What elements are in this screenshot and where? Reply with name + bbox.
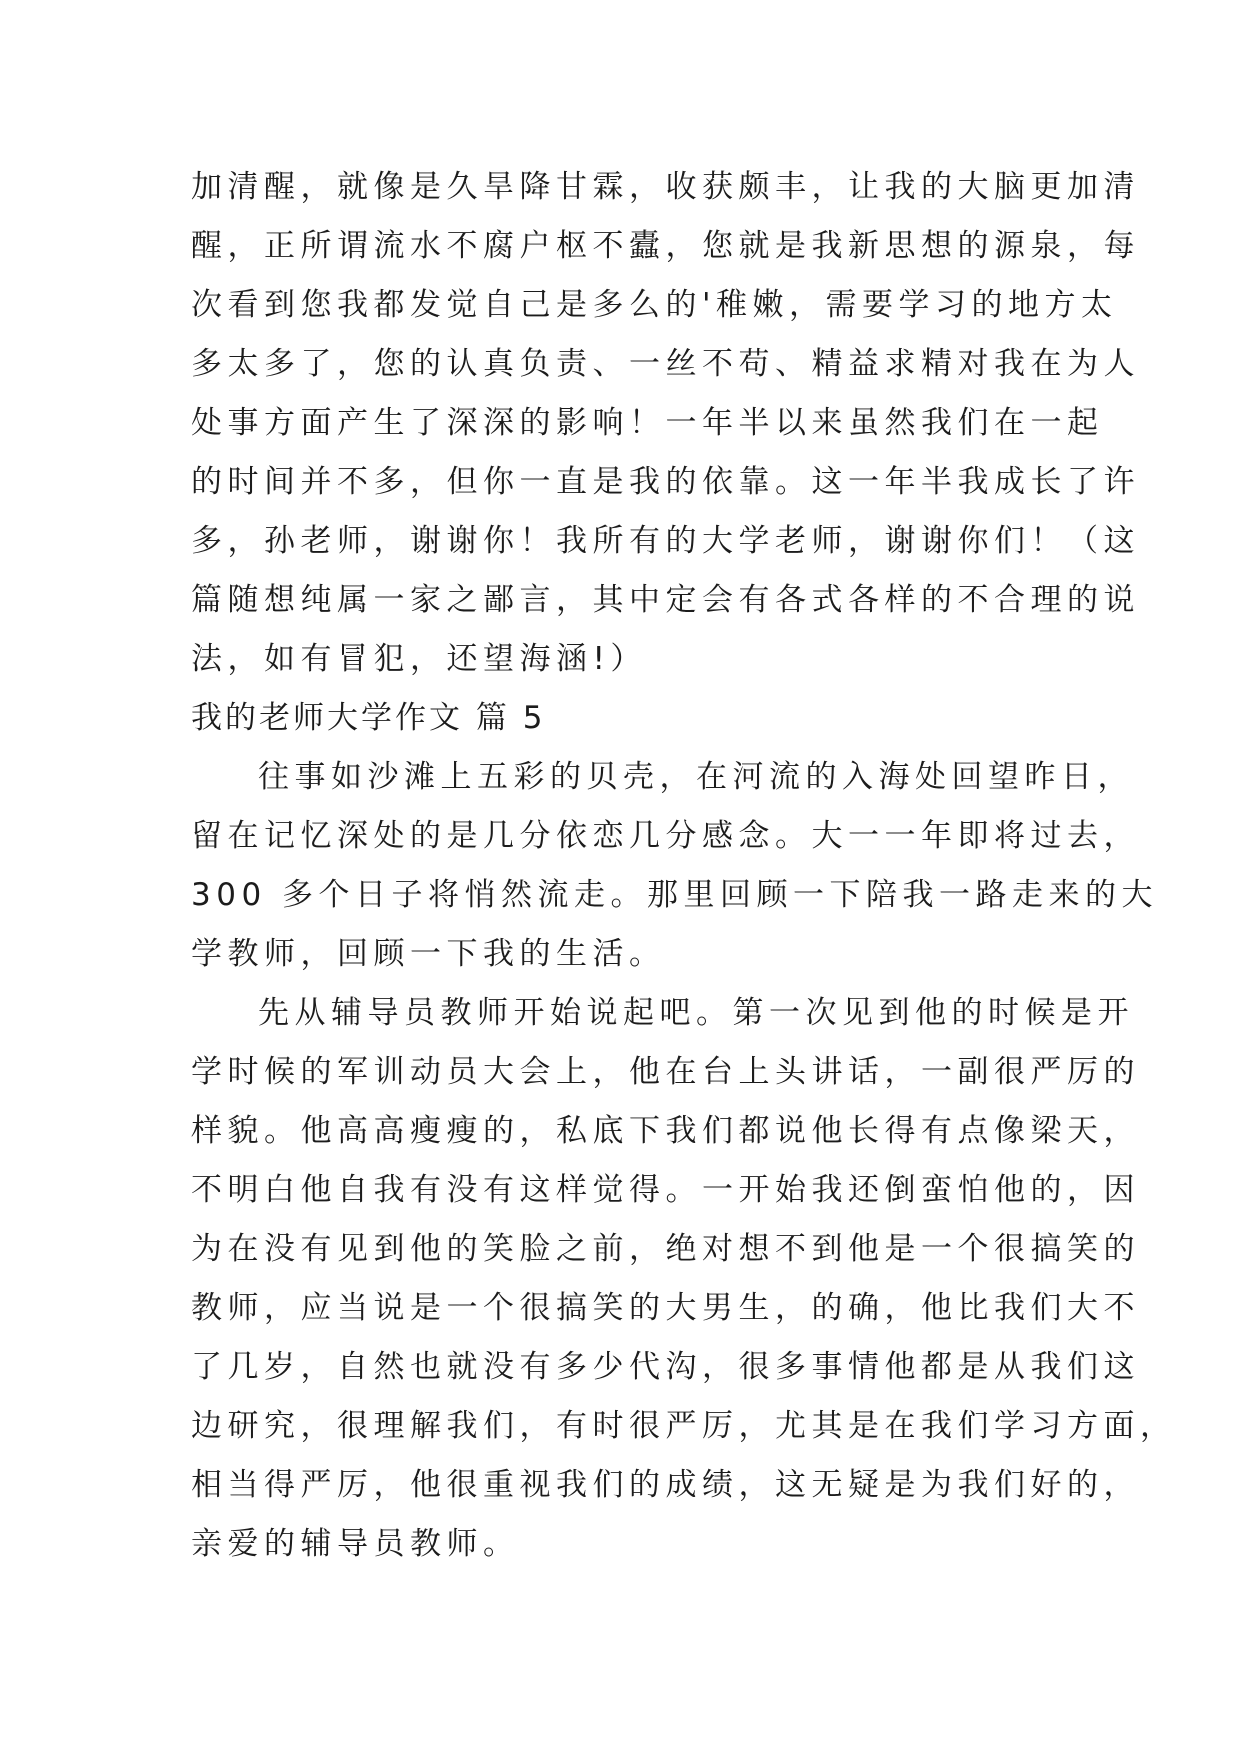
paragraph-line: 学教师，回顾一下我的生活。 <box>191 936 666 972</box>
paragraph-line: 亲爱的辅导员教师。 <box>191 1526 520 1562</box>
paragraph-line: 教师，应当说是一个很搞笑的大男生，的确，他比我们大不 <box>191 1290 1140 1326</box>
paragraph-line: 篇随想纯属一家之鄙言，其中定会有各式各样的不合理的说 <box>191 582 1140 618</box>
paragraph-line: 往事如沙滩上五彩的贝壳，在河流的入海处回望昨日， <box>258 759 1134 795</box>
paragraph-line: 样貌。他高高瘦瘦的，私底下我们都说他长得有点像梁天， <box>191 1113 1140 1149</box>
paragraph-line: 不明白他自我有没有这样觉得。一开始我还倒蛮怕他的，因 <box>191 1172 1140 1208</box>
intro-paragraph <box>191 158 1140 689</box>
paragraph-1 <box>191 748 1159 984</box>
paragraph-line: 了几岁，自然也就没有多少代沟，很多事情他都是从我们这 <box>191 1349 1140 1385</box>
paragraph-2 <box>191 984 1177 1574</box>
paragraph-line: 次看到您我都发觉自己是多么的'稚嫩，需要学习的地方太 <box>191 287 1118 323</box>
paragraph-line: 相当得严厉，他很重视我们的成绩，这无疑是为我们好的， <box>191 1467 1140 1503</box>
paragraph-line: 为在没有见到他的笑脸之前，绝对想不到他是一个很搞笑的 <box>191 1231 1140 1267</box>
paragraph-line: 多，孙老师，谢谢你！我所有的大学老师，谢谢你们！（这 <box>191 523 1140 559</box>
paragraph-line: 多太多了，您的认真负责、一丝不苟、精益求精对我在为人 <box>191 346 1140 382</box>
section-heading: 我的老师大学作文 篇 5 <box>191 700 546 736</box>
paragraph-line: 醒，正所谓流水不腐户枢不蠹，您就是我新思想的源泉，每 <box>191 228 1140 264</box>
paragraph-line: 的时间并不多，但你一直是我的依靠。这一年半我成长了许 <box>191 464 1140 500</box>
document-body <box>191 158 1177 1574</box>
paragraph-line: 加清醒，就像是久旱降甘霖，收获颇丰，让我的大脑更加清 <box>191 169 1140 205</box>
paragraph-line: 留在记忆深处的是几分依恋几分感念。大一一年即将过去， <box>191 818 1140 854</box>
paragraph-line: 300 多个日子将悄然流走。那里回顾一下陪我一路走来的大 <box>191 877 1159 913</box>
paragraph-line: 处事方面产生了深深的影响！一年半以来虽然我们在一起 <box>191 405 1104 441</box>
paragraph-line: 法，如有冒犯，还望海涵!） <box>191 641 647 677</box>
paragraph-line: 边研究，很理解我们，有时很严厉，尤其是在我们学习方面， <box>191 1408 1177 1444</box>
paragraph-line: 学时候的军训动员大会上，他在台上头讲话，一副很严厉的 <box>191 1054 1140 1090</box>
paragraph-line: 先从辅导员教师开始说起吧。第一次见到他的时候是开 <box>258 995 1134 1031</box>
